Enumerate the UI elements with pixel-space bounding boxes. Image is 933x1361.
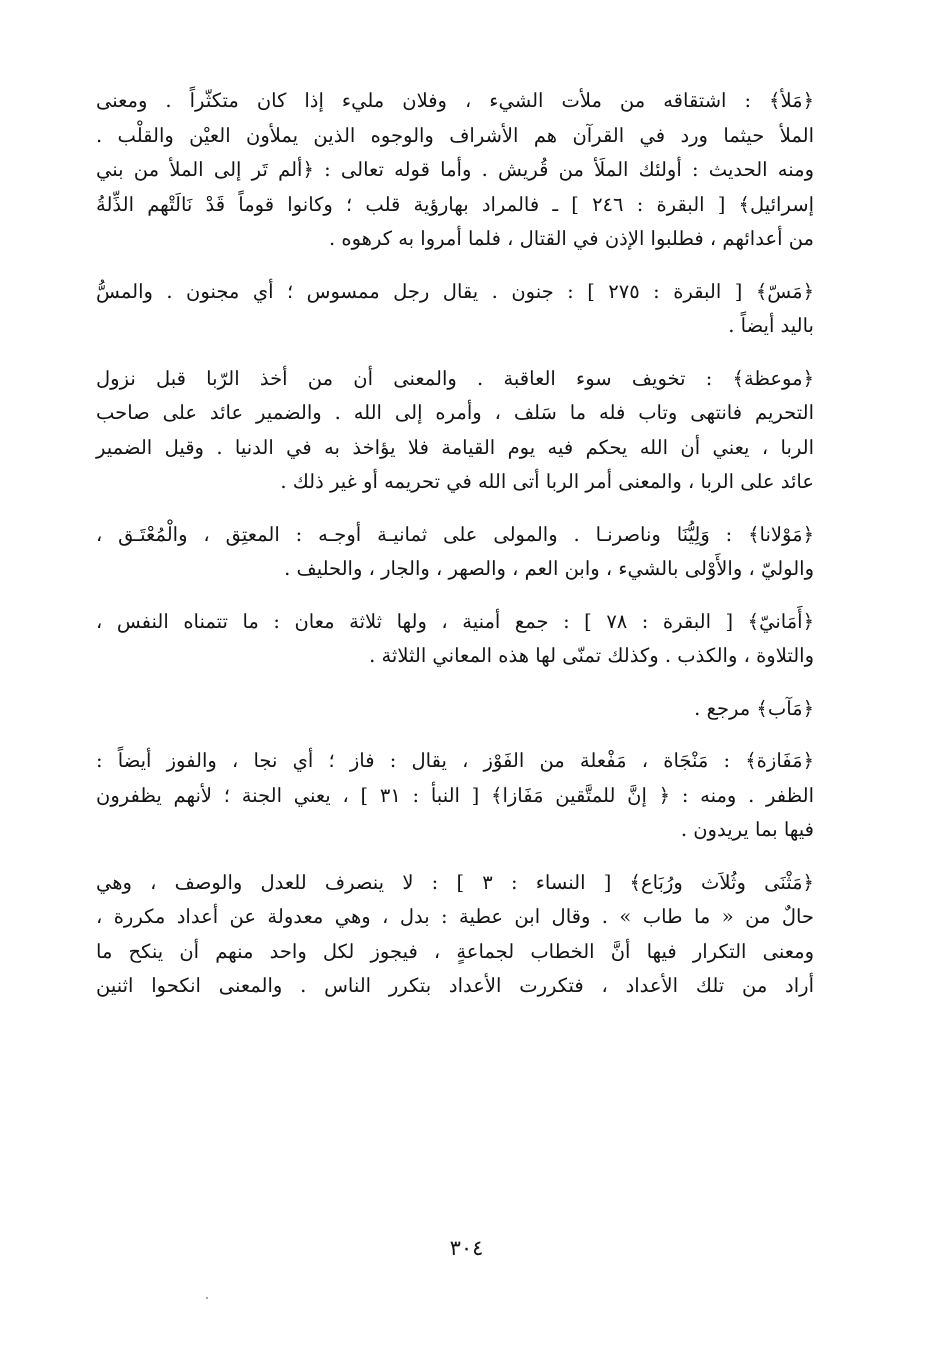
page-number: ٣٠٤ xyxy=(449,1236,484,1260)
text-line: ﴿مَآب﴾ مرجع . xyxy=(694,696,814,720)
text-line: ﴿مَثْنَى وثُلاَث ورُبَاع﴾ [ النساء : ٣ ] : لا ينصرف للعدل والوصف ، وهي xyxy=(96,870,814,894)
text-line: ﴿مَفَازة﴾ : مَنْجَاة ، مَفْعلة من الفَوْز ، يقال : فاز ؛ أي نجا ، والفوز أيضاً : xyxy=(96,749,814,772)
entry-mala xyxy=(96,84,814,257)
text-line: من أعدائهم ، فطلبوا الإذن في القتال ، فلما أمروا به كرهوه . xyxy=(329,227,814,250)
text-line: عائد على الربا ، والمعنى أمر الربا أتى الله في تحريمه أو غير ذلك . xyxy=(280,470,814,493)
text-line: ﴿مَلأ﴾ : اشتقاقه من ملأت الشيء ، وفلان مليء إذا كان متكثّراً . ومعنى xyxy=(96,89,814,112)
entry-mass xyxy=(96,275,814,344)
entry-amani xyxy=(96,605,814,674)
text-line: ﴿مَسّ﴾ [ البقرة : ٢٧٥ ] : جنون . يقال رجل ممسوس ؛ أي مجنون . والمسُّ xyxy=(96,279,814,303)
entry-maab xyxy=(96,692,814,727)
text-line: باليد أيضاً . xyxy=(728,314,814,337)
entry-mathna xyxy=(96,866,814,1004)
text-line: حالٌ من « ما طاب » . وقال ابن عطية : بدل ، وهي معدولة عن أعداد مكررة ، xyxy=(96,905,814,928)
entry-mawlana xyxy=(96,518,814,587)
scan-speck xyxy=(206,1297,208,1299)
text-line: ﴿أَمَانيّ﴾ [ البقرة : ٧٨ ] : جمع أمنية ، ولها ثلاثة معان : ما تتمناه النفس ، xyxy=(96,609,814,633)
text-line: أراد من تلك الأعداد ، فتكررت الأعداد بتكرر الناس . والمعنى انكحوا اثنين xyxy=(96,974,814,997)
page-text xyxy=(96,84,814,1022)
text-line: والتلاوة ، والكذب . وكذلك تمنّى لها هذه المعاني الثلاثة . xyxy=(369,644,814,667)
entry-mafaza xyxy=(96,744,814,848)
text-line: الظفر . ومنه : ﴿ إنَّ للمتَّقين مَفَازا﴾ [ النبأ : ٣١ ] ، يعني الجنة ؛ لأنهم يظفرون xyxy=(96,783,814,807)
text-line: ﴿مَوْلانا﴾ : وَلِيُّنَا وناصرنـا . والمولى على ثمانيـة أوجـه : المعتِق ، والْمُعْتَـق ، xyxy=(96,522,814,546)
text-line: إسرائيل﴾ [ البقرة : ٢٤٦ ] ـ فالمراد بهارؤية قلب ؛ وكانوا قوماً قَدْ نَالَتْهم الذِّلةُ xyxy=(96,192,814,216)
text-line: ومنه الحديث : أولئك الملَأ من قُريش . وأما قوله تعالى : ﴿ألم تَر إلى الملأ من بني xyxy=(96,158,814,181)
text-line: ومعنى التكرار فيها أنَّ الخطاب لجماعةٍ ، فيجوز لكل واحد منهم أن ينكح ما xyxy=(96,939,814,963)
text-line: فيها بما يريدون . xyxy=(680,818,814,841)
text-line: ﴿موعظة﴾ : تخويف سوء العاقبة . والمعنى أن من أخذ الرّبا قبل نزول xyxy=(96,366,814,390)
text-line: الربا ، يعني أن الله يحكم فيه يوم القيامة فلا يؤاخذ به في الدنيا . وقيل الضمير xyxy=(96,435,814,459)
text-line: الملأ حيثما ورد في القرآن هم الأشراف والوجوه الذين يملأون العيْن والقلْب . xyxy=(96,123,814,147)
entry-mawiza xyxy=(96,362,814,500)
text-line: التحريم فانتهى وتاب فله ما سَلف ، وأمره إلى الله . والضمير عائد على صاحب xyxy=(96,401,814,424)
text-line: والوليّ ، والأَوْلى بالشيء ، وابن العم ، والصهر ، والجار ، والحليف . xyxy=(284,557,814,580)
